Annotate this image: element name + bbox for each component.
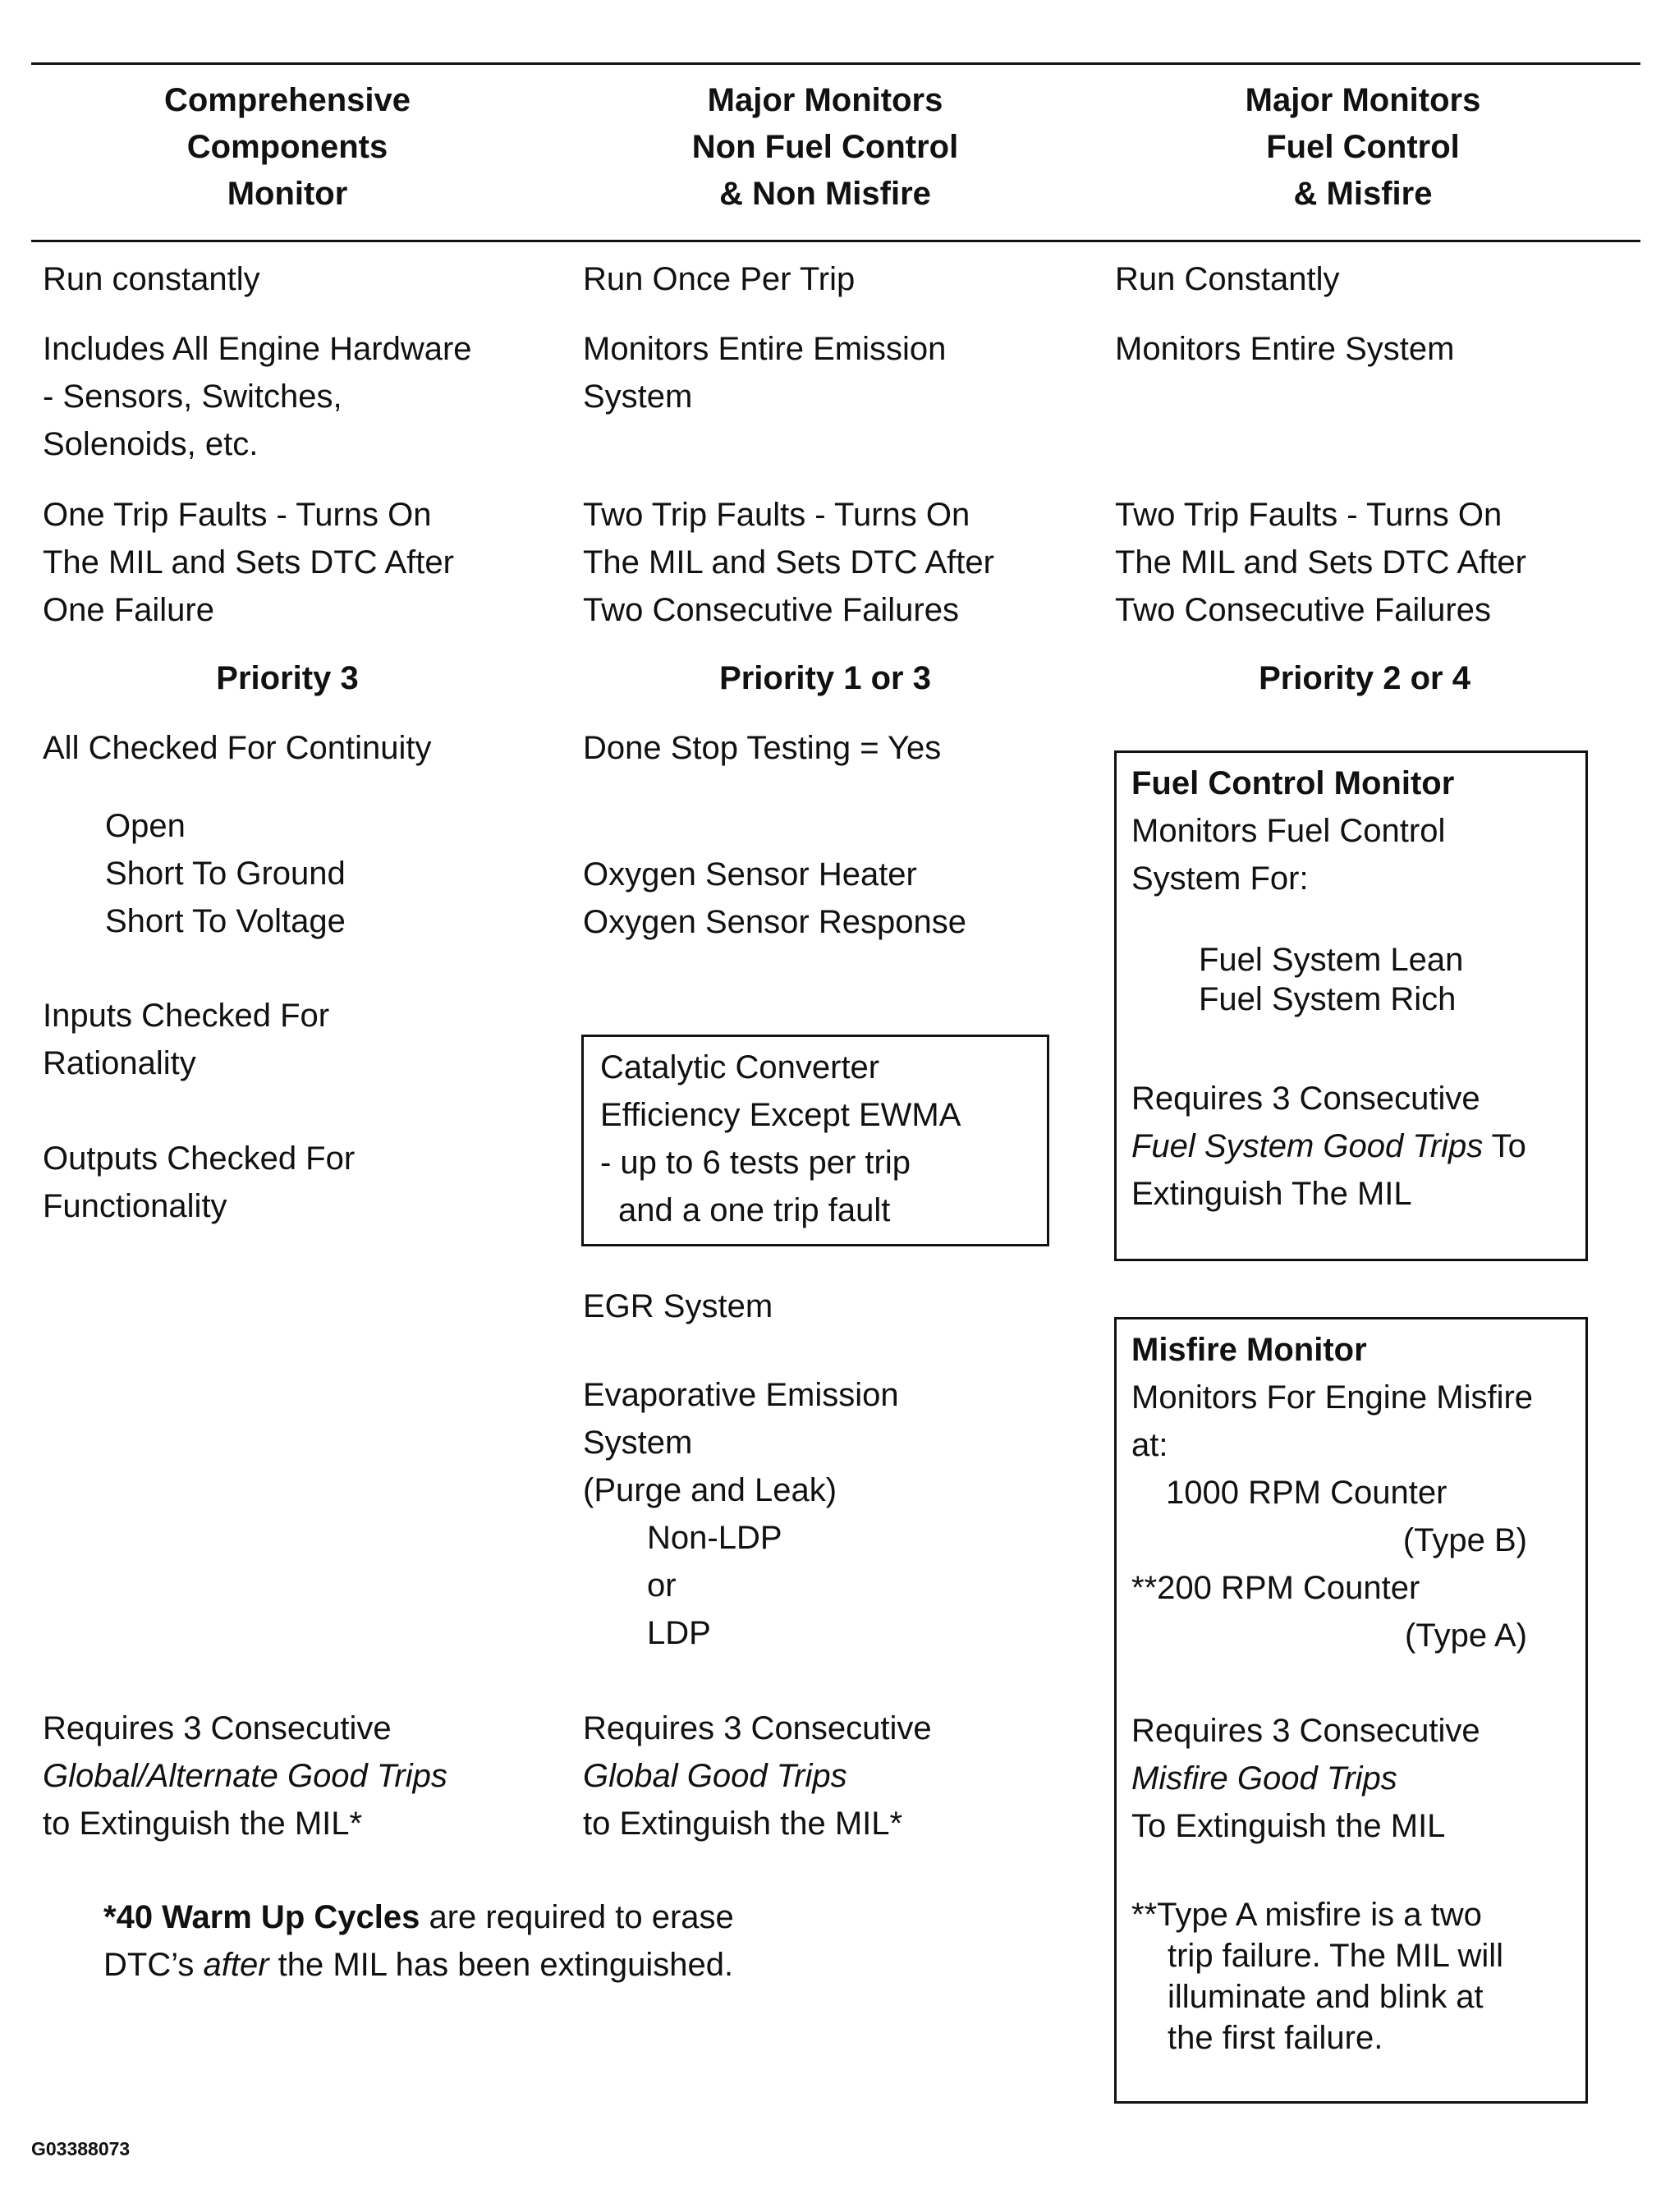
fuel-control-monitor-box (1114, 750, 1588, 1261)
col1-requires-trips: Global/Alternate Good Trips (43, 1758, 447, 1794)
header-col2 (612, 77, 1039, 218)
footnote-line-2 (103, 1941, 734, 1989)
fuel-box-item: Fuel System Lean (1199, 942, 1464, 978)
col1-includes (43, 325, 472, 468)
header-rule (31, 240, 1640, 242)
misfire-monitor-box (1114, 1317, 1588, 2104)
col2-egr: EGR System (583, 1288, 773, 1324)
col2-requires-line: Requires 3 Consecutive (583, 1710, 932, 1746)
col2-requires (583, 1705, 932, 1847)
fuel-box-requires-trips-line (1131, 1122, 1526, 1170)
misfire-note-line: **Type A misfire is a two (1131, 1897, 1482, 1933)
col1-inputs-line: Rationality (43, 1045, 196, 1081)
header-col2-line: Non Fuel Control (691, 129, 959, 165)
footnote-bold: *40 Warm Up Cycles (103, 1899, 420, 1935)
figure-code: G03388073 (31, 2138, 131, 2159)
catalytic-line: Efficiency Except EWMA (600, 1097, 961, 1133)
continuity-item: Short To Ground (105, 856, 346, 892)
footnote-line2-a: DTC’s (103, 1947, 204, 1983)
misfire-note-line: illuminate and blink at (1168, 1979, 1484, 2015)
col2-oxygen-line: Oxygen Sensor Response (583, 904, 966, 940)
col1-requires-end: to Extinguish the MIL* (43, 1806, 363, 1842)
col1-faults-line: One Failure (43, 592, 214, 628)
col2-monitors-line: System (583, 379, 693, 415)
col2-done: Done Stop Testing = Yes (583, 730, 942, 766)
misfire-counter-200: **200 RPM Counter (1131, 1570, 1420, 1606)
col3-faults-line: The MIL and Sets DTC After (1115, 544, 1526, 581)
catalytic-converter-box (581, 1035, 1049, 1246)
header-col1 (74, 77, 501, 218)
col2-faults (583, 491, 994, 634)
evap-item: LDP (647, 1615, 711, 1651)
col2-faults-line: Two Consecutive Failures (583, 592, 959, 628)
continuity-item: Open (105, 808, 186, 844)
catalytic-text (600, 1044, 961, 1234)
footnote-line-1 (103, 1893, 734, 1941)
misfire-box-line: at: (1131, 1427, 1168, 1463)
col2-monitors-line: Monitors Entire Emission (583, 331, 947, 367)
header-col1-line: Comprehensive (163, 82, 411, 118)
footnote-rest: are required to erase (420, 1899, 734, 1935)
catalytic-line: and a one trip fault (618, 1192, 891, 1228)
col1-priority: Priority 3 (216, 660, 359, 696)
fuel-box-items (1199, 940, 1463, 1019)
fuel-box-item: Fuel System Rich (1199, 981, 1457, 1017)
col2-run: Run Once Per Trip (583, 261, 856, 297)
header-col3-line: & Misfire (1293, 176, 1433, 212)
continuity-item: Short To Voltage (105, 903, 346, 939)
evap-item: Non-LDP (647, 1520, 782, 1556)
col2-evap-line: System (583, 1425, 693, 1461)
fuel-box-requires-end: Extinguish The MIL (1131, 1176, 1412, 1212)
col2-evap (583, 1371, 899, 1514)
fuel-box-requires-trips: Fuel System Good Trips (1131, 1128, 1484, 1164)
catalytic-line: Catalytic Converter (600, 1049, 880, 1085)
col1-outputs-line: Outputs Checked For (43, 1140, 356, 1177)
top-rule (31, 62, 1640, 65)
col1-requires-line: Requires 3 Consecutive (43, 1710, 392, 1746)
col2-priority: Priority 1 or 3 (719, 660, 931, 696)
col2-monitors (583, 325, 946, 420)
fuel-box-line: System For: (1131, 860, 1309, 897)
fuel-box-line: Monitors Fuel Control (1131, 813, 1446, 849)
misfire-box-title: Misfire Monitor (1131, 1332, 1367, 1368)
col1-requires (43, 1705, 447, 1847)
misfire-box-requires-line: Requires 3 Consecutive (1131, 1713, 1480, 1749)
header-col3 (1149, 77, 1576, 218)
col1-inputs (43, 992, 329, 1087)
misfire-type-b: (Type B) (1402, 1522, 1527, 1558)
header-col1-line: Components (186, 129, 388, 165)
col2-requires-trips: Global Good Trips (583, 1758, 847, 1794)
misfire-note-line: the first failure. (1168, 2020, 1383, 2056)
col1-inputs-line: Inputs Checked For (43, 998, 330, 1034)
col2-evap-line: (Purge and Leak) (583, 1472, 837, 1508)
col2-oxygen-line: Oxygen Sensor Heater (583, 856, 917, 893)
evap-item: or (647, 1567, 677, 1604)
fuel-box-requires (1131, 1075, 1526, 1218)
col1-faults-line: The MIL and Sets DTC After (43, 544, 454, 581)
header-col1-line: Monitor (227, 176, 348, 212)
col3-faults-line: Two Trip Faults - Turns On (1115, 497, 1503, 533)
fuel-box-lines (1131, 807, 1445, 902)
col2-faults-line: Two Trip Faults - Turns On (583, 497, 970, 533)
fuel-box-requires-line: Requires 3 Consecutive (1131, 1081, 1480, 1117)
footnote-line2-italic: after (203, 1947, 269, 1983)
col1-includes-line: Solenoids, etc. (43, 426, 259, 462)
header-col2-line: & Non Misfire (719, 176, 931, 212)
misfire-box-requires-end: To Extinguish the MIL (1131, 1808, 1446, 1844)
misfire-box-requires (1131, 1707, 1480, 1850)
col1-outputs (43, 1135, 355, 1230)
fuel-box-title: Fuel Control Monitor (1131, 765, 1455, 801)
col1-outputs-line: Functionality (43, 1188, 227, 1224)
col2-evap-items (647, 1514, 782, 1657)
col3-priority: Priority 2 or 4 (1259, 660, 1470, 696)
header-col2-line: Major Monitors (707, 82, 943, 118)
col1-continuity: All Checked For Continuity (43, 730, 432, 766)
footnote (103, 1893, 734, 1989)
misfire-counter-1000: 1000 RPM Counter (1166, 1475, 1447, 1511)
header-col3-line: Major Monitors (1245, 82, 1481, 118)
col1-includes-line: Includes All Engine Hardware (43, 331, 472, 367)
col3-monitors: Monitors Entire System (1115, 331, 1455, 367)
misfire-note-line: trip failure. The MIL will (1168, 1938, 1504, 1974)
col1-faults-line: One Trip Faults - Turns On (43, 497, 432, 533)
col1-run: Run constantly (43, 261, 260, 297)
col2-oxygen (583, 851, 966, 946)
col3-faults (1115, 491, 1526, 634)
col2-faults-line: The MIL and Sets DTC After (583, 544, 994, 581)
col1-continuity-items (105, 802, 346, 945)
misfire-box-note (1131, 1894, 1503, 2058)
catalytic-line: - up to 6 tests per trip (600, 1145, 911, 1181)
col1-faults (43, 491, 454, 634)
footnote-line2-b: the MIL has been extinguished. (268, 1947, 734, 1983)
col1-includes-line: - Sensors, Switches, (43, 379, 342, 415)
misfire-type-a: (Type A) (1405, 1618, 1527, 1654)
fuel-box-requires-to: To (1483, 1128, 1526, 1164)
misfire-box-requires-trips: Misfire Good Trips (1131, 1760, 1397, 1797)
misfire-box-line: Monitors For Engine Misfire (1131, 1379, 1534, 1416)
col3-run: Run Constantly (1115, 261, 1340, 297)
col2-evap-line: Evaporative Emission (583, 1377, 899, 1413)
col2-requires-end: to Extinguish the MIL* (583, 1806, 903, 1842)
header-col3-line: Fuel Control (1266, 129, 1460, 165)
misfire-box-lines (1131, 1374, 1533, 1469)
col3-faults-line: Two Consecutive Failures (1115, 592, 1491, 628)
